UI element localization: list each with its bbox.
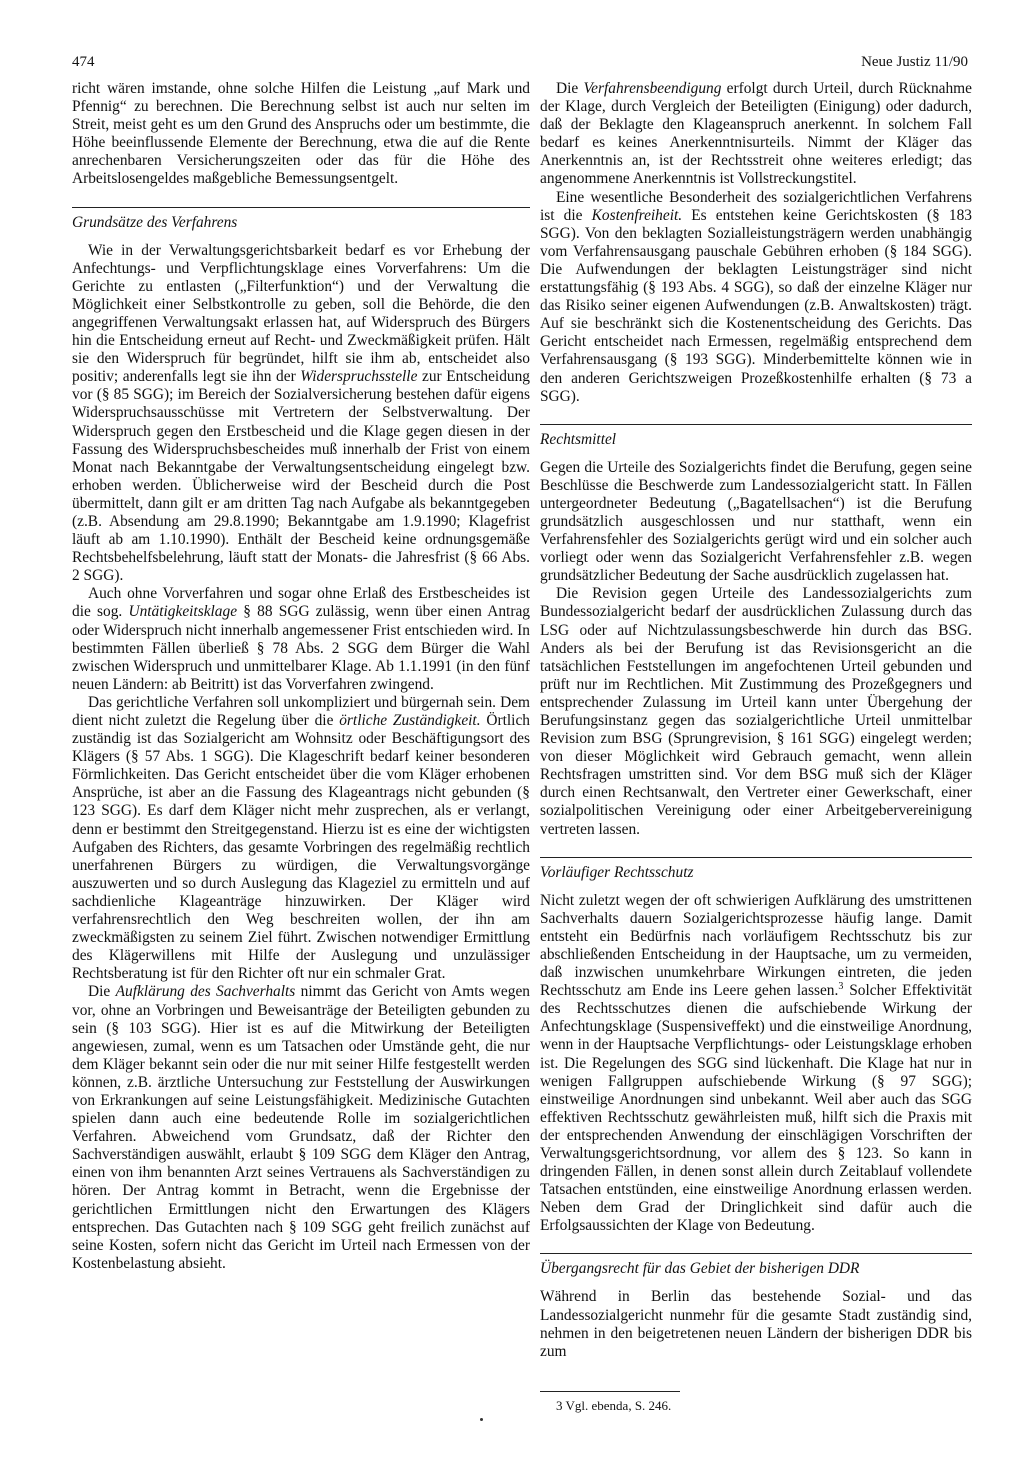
paragraph-vorverfahren: Wie in der Verwaltungsgerichtsbarkeit bedarf es vor Erhebung der Anfechtungs- und Verpflichtungsklage eines Vorverfahrens: Um die Gerichte zu entlasten („Filterfunktion“) und der Verwaltung die Möglichkeit einer Selbstkontrolle zu geben, soll die Behörde, die den angegriffenen Verwaltungsakt erlassen hat, auf Widerspruch des Bürgers hin die Entscheidung erneut auf Recht- und Zweckmäßigkeit prüfen. Hält sie den Widerspruch für begründet, hilft sie ihm ab, entscheidet also positiv; anderenfalls legt sie ihn der Widerspruchsstelle zur Entscheidung vor (§ 85 SGG); im Bereich der Sozialversicherung bestehen dafür eigens Widerspruchsausschüsse mit Vertretern der Selbstverwaltung. Der Widerspruch gegen den Erstbescheid und die Klage gegen diesen in der Fassung des Widerspruchsbescheides muß innerhalb der Frist von einem Monat nach Bekanntgabe der Verwaltungsentscheidung eingelegt bzw. erhoben werden. Üblicherweise wird der Bescheid durch die Post übermittelt, dann gilt er am dritten Tag nach Aufgabe als bekanntgegeben (z.B. Absendung am 29.8.1990; Bekanntgabe am 1.9.1990; Klagefrist läuft ab am 1.10.1990). Enthält der Bescheid keine ordnungsgemäße Rechtsbehelfsbelehrung, läuft statt der Monats- die Jahresfrist (§ 66 Abs. 2 SGG). (72, 241, 530, 585)
page-dot (480, 1418, 483, 1421)
footnote: 3 Vgl. ebenda, S. 246. (556, 1398, 672, 1413)
heading-rechtsmittel: Rechtsmittel (540, 424, 972, 449)
footnote-divider (540, 1391, 680, 1392)
heading-rechtsschutz: Vorläufiger Rechtsschutz (540, 857, 972, 882)
footnote-reference: 3 (838, 981, 844, 992)
paragraph-zustaendigkeit: Das gerichtliche Verfahren soll unkompliziert und bürgernah sein. Dem dient nicht zuletzt die Regelung über die örtliche Zuständigkeit. Örtlich zuständig ist das Sozialgericht am Wohnsitz oder Beschäftigungsort des Klägers (§ 57 Abs. 1 SGG). Die Klageschrift bedarf keiner besonderen Förmlichkeiten. Das Gericht entscheidet über die vom Kläger erhobenen Ansprüche, ist aber an die Fassung des Klageantrags nicht gebunden (§ 123 SGG). Es darf dem Kläger nicht mehr zusprechen, als er verlangt, denn er bestimmt den Streitgegenstand. Hierzu ist es eine der wichtigsten Aufgaben des Richters, das gesamte Vorbringen des regelmäßig rechtlich unerfahrenen Bürgers zu würdigen, die Verwaltungsvorgänge auszuwerten und so durch Auslegung das Klageziel zu ermitteln und auf sachdienliche Klageanträge hinzuwirken. Der Kläger wird verfahrensrechtlich den Weg beschreiten wollen, der ihn am zweckmäßigsten zu seinem Ziel führt. Zwischen notwendiger Ermittlung des Klägerwillens mit Hilfe der Auslegung und unzulässiger Rechtsberatung ist für den Richter oft nur ein schmaler Grat. (72, 693, 530, 983)
heading-grundsaetze: Grundsätze des Verfahrens (72, 207, 530, 232)
paragraph-berufung: Gegen die Urteile des Sozialgerichts findet die Berufung, gegen seine Beschlüsse die Beschwerde zum Landessozialgericht statt. In Fällen untergeordneter Bedeutung („Bagatellsachen“) ist die Berufung grundsätzlich ausgeschlossen und nur statthaft, wenn ein Verfahrensfehler des Sozialgerichts gerügt wird und ein solcher auch vorliegt oder wenn das Sozialgericht Verfahrensfehler z.B. wegen grundsätzlicher Bedeutung der Sache ausdrücklich zugelassen hat. (540, 458, 972, 585)
left-column (72, 80, 530, 1273)
paragraph-verfahrensbeendigung: Die Verfahrensbeendigung erfolgt durch Urteil, durch Rücknahme der Klage, durch Vergleich der Beteiligten (Einigung) oder dadurch, daß der Beklagte den Klageanspruch anerkennt. In solchem Fall bedarf es keines Anerkenntnisurteils. Nimmt der Kläger das Anerkenntnis an, ist der Rechtsstreit ohne weiteres erledigt; das angenommene Anerkenntnis ist Vollstreckungstitel. (540, 80, 972, 188)
paragraph-uebergangsrecht: Während in Berlin das bestehende Sozial- und das Landessozialgericht nunmehr für die gesamte Stadt zuständig sind, nehmen in den beigetretenen neuen Ländern der bisherigen DDR bis zum (540, 1288, 972, 1360)
paragraph-untaetigkeitsklage: Auch ohne Vorverfahren und sogar ohne Erlaß des Erstbescheides ist die sog. Untätigkeitsklage § 88 SGG zulässig, wenn über einen Antrag oder Widerspruch nicht innerhalb angemessener Frist entschieden wird. In bestimmten Fällen überließ § 78 Abs. 2 SGG dem Bürger die Wahl zwischen Widerspruch und unmittelbarer Klage. Ab 1.1.1991 (in den fünf neuen Ländern: ab Beitritt) ist das Vorverfahren zwingend. (72, 585, 530, 693)
paragraph-intro: richt wären imstande, ohne solche Hilfen die Leistung „auf Mark und Pfennig“ zu berechnen. Die Berechnung selbst ist auch nur selten im Streit, meist geht es um den Grund des Anspruchs oder um bestimmte, die Höhe beeinflussende Elemente der Berechnung, etwa die auf die Rente anrechenbaren Versicherungszeiten oder das für die Höhe des Arbeitslosengeldes maßgebliche Bemessungsentgelt. (72, 80, 530, 188)
right-column (540, 80, 972, 1361)
paragraph-sachverhalt: Die Aufklärung des Sachverhalts nimmt das Gericht von Amts wegen vor, ohne an Vorbringen und Beweisanträge der Beteiligten gebunden zu sein (§ 103 SGG). Hier ist es auf die Mitwirkung der Beteiligten angewiesen, zumal, wenn es um Tatsachen oder Umstände geht, die nur dem Kläger bekannt sein oder die nur mit seiner Hilfe festgestellt werden können, z.B. ärztliche Untersuchung zur Feststellung der Auswirkungen von Erkrankungen auf seine Leistungsfähigkeit. Medizinische Gutachten spielen dann auch eine bedeutende Rolle im sozialgerichtlichen Verfahren. Abweichend vom Grundsatz, daß der Richter den Sachverständigen auswählt, erlaubt § 109 SGG dem Kläger den Antrag, einen von ihm benannten Arzt seines Vertrauens als Sachverständigen zu hören. Der Antrag kommt in Betracht, wenn die Ergebnisse der gerichtlichen Ermittlungen nicht den Erwartungen des Klägers entsprechen. Das Gutachten nach § 109 SGG geht freilich zunächst auf seine Kosten, sofern nicht das Gericht im Urteil nach Ermessen von der Kostenbelastung absieht. (72, 983, 530, 1272)
heading-uebergangsrecht: Übergangsrecht für das Gebiet der bisherigen DDR (540, 1253, 972, 1278)
paragraph-kostenfreiheit: Eine wesentliche Besonderheit des sozialgerichtlichen Verfahrens ist die Kostenfreiheit. Es entstehen keine Gerichtskosten (§ 183 SGG). Von den beklagten Sozialleistungsträgern werden unabhängig vom Verfahrensausgang pauschale Gebühren erhoben (§ 184 SGG). Die Aufwendungen der beklagten Leistungsträger sind nicht erstattungsfähig (§ 193 Abs. 4 SGG), so daß der einzelne Kläger nur das Risiko seiner eigenen Aufwendungen (z.B. Anwaltskosten) trägt. Auf sie beschränkt sich die Kostenentscheidung des Gerichts. Das Gericht entscheidet nach Ermessen, regelmäßig entsprechend dem Verfahrensausgang (§ 193 SGG). Minderbemittelte können wie in den anderen Gerichtszweigen Prozeßkostenhilfe erhalten (§ 73 a SGG). (540, 188, 972, 405)
page-number: 474 (72, 54, 95, 70)
journal-reference: Neue Justiz 11/90 (861, 54, 968, 70)
paragraph-revision: Die Revision gegen Urteile des Landessozialgerichts zum Bundessozialgericht bedarf der ausdrücklichen Zulassung durch das LSG oder auf Nichtzulassungsbeschwerde hin durch das BSG. Anders als bei der Berufung ist das Revisionsgericht an die tatsächlichen Feststellungen im angefochtenen Urteil gebunden und prüft nur im Rechtlichen. Mit Zustimmung des Prozeßgegners und entsprechender Zulassung im Urteil kann unter Übergehung der Berufungsinstanz gegen das sozialgerichtliche Urteil unmittelbar Revision zum BSG (Sprungrevision, § 161 SGG) eingelegt werden; von dieser Möglichkeit wird Gebrauch gemacht, wenn allein Rechtsfragen umstritten sind. Vor dem BSG muß sich der Kläger durch einen Rechtsanwalt, den Vertreter einer Gewerkschaft, einer sozialpolitischen Vereinigung oder einer Arbeitgebervereinigung vertreten lassen. (540, 585, 972, 838)
paragraph-rechtsschutz: Nicht zuletzt wegen der oft schwierigen Aufklärung des umstrittenen Sachverhalts dauern Sozialgerichtsprozesse häufig lange. Damit entsteht ein Bedürfnis nach vorläufigem Rechtsschutz bis zur abschließenden Entscheidung in der Hauptsache, um zu vermeiden, daß inzwischen unumkehrbare Wirkungen eintreten, die jeden Rechtsschutz am Ende ins Leere gehen lassen.$^3$ Solcher Effektivität des Rechtsschutzes dienen die aufschiebende Wirkung der Anfechtungsklage (Suspensiveffekt) und die einstweilige Anordnung, wenn in der Hauptsache Verpflichtungs- oder Leistungsklage erhoben ist. Die Regelungen des SGG sind lückenhaft. Die Klage hat nur in wenigen Fallgruppen aufschiebende Wirkung (§ 97 SGG); einstweilige Anordnungen sind unbekannt. Weil aber auch das SGG effektiven Rechtsschutz gewährleisten muß, hilft sich die Praxis mit der entsprechenden Anwendung der einschlägigen Vorschriften der Verwaltungsgerichtsordnung, vor allem des § 123. So kann in dringenden Fällen, in denen sonst allein durch Zeitablauf vollendete Tatsachen entstünden, eine einstweilige Anordnung erlassen werden. Neben dem Grad der Dringlichkeit sind dafür auch die Erfolgsaussichten der Klage von Bedeutung. (540, 891, 972, 1235)
